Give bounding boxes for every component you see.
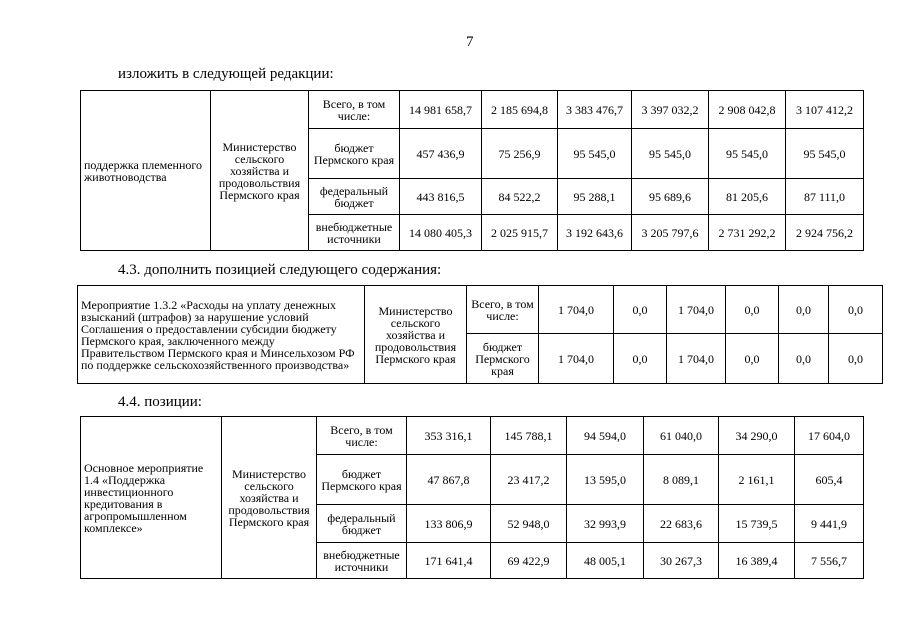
source-label: Всего, в том числе: [467, 286, 539, 334]
value-cell: 3 107 412,2 [786, 91, 864, 129]
source-label: внебюджетные источники [309, 215, 400, 251]
value-cell: 9 441,9 [795, 505, 864, 543]
value-cell: 84 522,2 [482, 179, 558, 215]
source-label: Всего, в том числе: [317, 417, 407, 455]
value-cell: 2 924 756,2 [786, 215, 864, 251]
value-cell: 1 704,0 [667, 334, 726, 384]
heading-edit: изложить в следующей редакции: [118, 66, 334, 82]
value-cell: 145 788,1 [491, 417, 567, 455]
value-cell: 32 993,9 [567, 505, 644, 543]
value-cell: 2 161,1 [719, 455, 795, 505]
value-cell: 17 604,0 [795, 417, 864, 455]
value-cell: 1 704,0 [667, 286, 726, 334]
value-cell: 1 704,0 [539, 286, 614, 334]
value-cell: 75 256,9 [482, 129, 558, 179]
value-cell: 0,0 [829, 286, 883, 334]
source-label: бюджет Пермского края [309, 129, 400, 179]
heading-add-position: 4.3. дополнить позицией следующего содержания: [118, 262, 442, 278]
value-cell: 61 040,0 [644, 417, 719, 455]
value-cell: 605,4 [795, 455, 864, 505]
value-cell: 3 205 797,6 [632, 215, 709, 251]
value-cell: 95 545,0 [632, 129, 709, 179]
value-cell: 2 908 042,8 [709, 91, 786, 129]
value-cell: 16 389,4 [719, 543, 795, 579]
measure-name: Основное мероприятие 1.4 «Поддержка инвестиционного кредитования в агропромышленном комплексе» [81, 417, 222, 579]
source-label: бюджет Пермского края [467, 334, 539, 384]
value-cell: 0,0 [829, 334, 883, 384]
measure-name: поддержка племенного животноводства [81, 91, 211, 251]
value-cell: 3 383 476,7 [558, 91, 632, 129]
value-cell: 0,0 [614, 286, 667, 334]
value-cell: 2 731 292,2 [709, 215, 786, 251]
page-number: 7 [466, 34, 474, 50]
value-cell: 95 689,6 [632, 179, 709, 215]
value-cell: 95 545,0 [558, 129, 632, 179]
source-label: федеральный бюджет [317, 505, 407, 543]
value-cell: 30 267,3 [644, 543, 719, 579]
source-label: Всего, в том числе: [309, 91, 400, 129]
value-cell: 95 545,0 [709, 129, 786, 179]
value-cell: 0,0 [726, 334, 779, 384]
value-cell: 2 025 915,7 [482, 215, 558, 251]
measure-name: Мероприятие 1.3.2 «Расходы на уплату денежных взысканий (штрафов) за нарушение условий Соглашения о предоставлении субсидии бюджету Пермского края, заключенного между Правительством Пермского края и Минсельхозом РФ по поддержке сельскохозяйственного производства» [78, 286, 365, 384]
value-cell: 22 683,6 [644, 505, 719, 543]
value-cell: 94 594,0 [567, 417, 644, 455]
source-label: федеральный бюджет [309, 179, 400, 215]
value-cell: 95 288,1 [558, 179, 632, 215]
value-cell: 14 981 658,7 [400, 91, 482, 129]
value-cell: 95 545,0 [786, 129, 864, 179]
table-penalties [77, 285, 883, 384]
value-cell: 2 185 694,8 [482, 91, 558, 129]
executor: Министерство сельского хозяйства и продовольствия Пермского края [365, 286, 467, 384]
value-cell: 0,0 [779, 286, 829, 334]
value-cell: 14 080 405,3 [400, 215, 482, 251]
value-cell: 1 704,0 [539, 334, 614, 384]
value-cell: 0,0 [614, 334, 667, 384]
value-cell: 0,0 [726, 286, 779, 334]
value-cell: 13 595,0 [567, 455, 644, 505]
value-cell: 8 089,1 [644, 455, 719, 505]
source-label: бюджет Пермского края [317, 455, 407, 505]
value-cell: 353 316,1 [407, 417, 491, 455]
value-cell: 81 205,6 [709, 179, 786, 215]
value-cell: 48 005,1 [567, 543, 644, 579]
value-cell: 171 641,4 [407, 543, 491, 579]
source-label: внебюджетные источники [317, 543, 407, 579]
value-cell: 52 948,0 [491, 505, 567, 543]
value-cell: 3 397 032,2 [632, 91, 709, 129]
executor: Министерство сельского хозяйства и продовольствия Пермского края [211, 91, 309, 251]
value-cell: 15 739,5 [719, 505, 795, 543]
value-cell: 34 290,0 [719, 417, 795, 455]
value-cell: 23 417,2 [491, 455, 567, 505]
value-cell: 87 111,0 [786, 179, 864, 215]
value-cell: 3 192 643,6 [558, 215, 632, 251]
table-livestock [80, 90, 864, 251]
value-cell: 69 422,9 [491, 543, 567, 579]
heading-positions: 4.4. позиции: [118, 394, 202, 410]
value-cell: 7 556,7 [795, 543, 864, 579]
value-cell: 457 436,9 [400, 129, 482, 179]
value-cell: 443 816,5 [400, 179, 482, 215]
executor: Министерство сельского хозяйства и продовольствия Пермского края [222, 417, 317, 579]
value-cell: 0,0 [779, 334, 829, 384]
value-cell: 133 806,9 [407, 505, 491, 543]
value-cell: 47 867,8 [407, 455, 491, 505]
table-investment-credit [80, 416, 864, 579]
